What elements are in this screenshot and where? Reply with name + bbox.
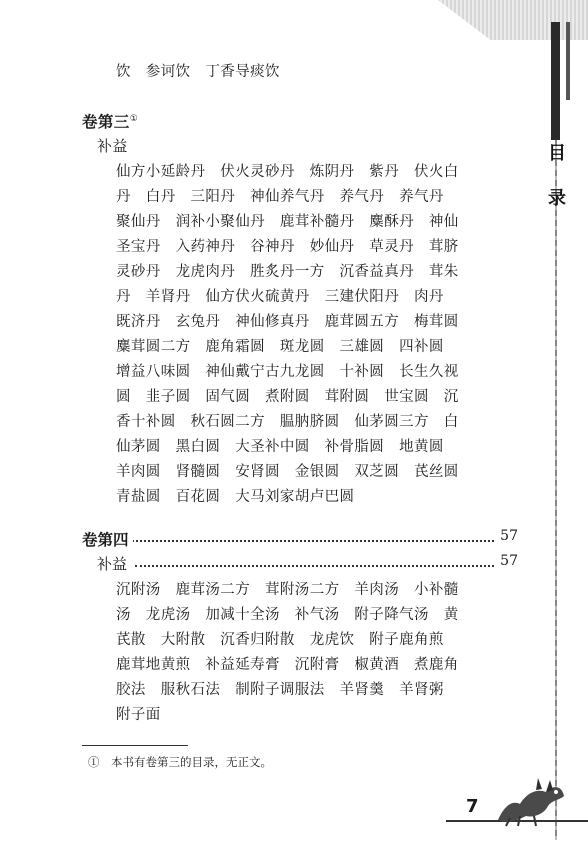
section-title: 补益 — [97, 137, 128, 155]
footnote-mark: ① — [129, 113, 139, 124]
page-number: 7 — [466, 796, 479, 817]
volume-title-text: 卷第三 — [82, 113, 130, 131]
leader-dots — [132, 540, 494, 542]
page-ref: 57 — [496, 553, 518, 569]
footnote-rule — [82, 745, 188, 746]
toc-line: 圆 韭子圆 固气圆 煮附圆 茸附圆 世宝圆 沉 — [116, 389, 459, 405]
toc-line: 饮 参诃饮 丁香导痰饮 — [116, 64, 280, 80]
toc-line: 芪散 大附散 沉香归附散 龙虎饮 附子鹿角煎 — [116, 632, 444, 648]
toc-line: 增益八味圆 神仙戴宁古九龙圆 十补圆 长生久视 — [116, 364, 459, 380]
toc-line: 仙方小延龄丹 伏火灵砂丹 炼阴丹 紫丹 伏火白 — [116, 164, 459, 180]
toc-line: 羊肉圆 肾髓圆 安肾圆 金银圆 双芝圆 芪丝圆 — [116, 464, 459, 480]
side-line-decoration — [555, 140, 557, 840]
leader-dots — [135, 565, 494, 567]
toc-line: 香十补圆 秋石圆二方 腽肭脐圆 仙茅圆三方 白 — [116, 414, 459, 430]
toc-line: 麋茸圆二方 鹿角霜圆 斑龙圆 三雄圆 四补圆 — [116, 339, 444, 355]
toc-line: 胶法 服秋石法 制附子调服法 羊肾羹 羊肾粥 — [116, 682, 444, 698]
toc-line: 鹿茸地黄煎 补益延寿膏 沉附膏 椒黄酒 煮鹿角 — [116, 657, 459, 673]
volume-title-text: 卷第四 — [82, 528, 133, 550]
section-title: 补益 — [97, 553, 131, 574]
dragon-ornament-icon — [490, 770, 570, 828]
toc-line: 附子面 — [116, 707, 161, 723]
toc-entry-section[interactable] — [97, 553, 518, 573]
toc-line: 丹 白丹 三阳丹 神仙养气丹 养气丹 养气丹 — [116, 189, 444, 205]
side-bar-decoration-thin — [566, 22, 570, 100]
toc-line: 丹 羊肾丹 仙方伏火硫黄丹 三建伏阳丹 肉丹 — [116, 289, 444, 305]
side-label-lu: 录 — [548, 188, 566, 209]
toc-line: 仙茅圆 黑白圆 大圣补中圆 补骨脂圆 地黄圆 — [116, 439, 444, 455]
toc-line: 圣宝丹 入药神丹 谷神丹 妙仙丹 草灵丹 茸脐 — [116, 239, 459, 255]
toc-line: 汤 龙虎汤 加减十全汤 补气汤 附子降气汤 黄 — [116, 607, 459, 623]
toc-line: 沉附汤 鹿茸汤二方 茸附汤二方 羊肉汤 小补髓 — [116, 582, 459, 598]
side-label-mu: 目 — [548, 143, 566, 164]
toc-entry-volume4[interactable] — [82, 528, 518, 548]
toc-line: 灵砂丹 龙虎肉丹 胜炙丹一方 沉香益真丹 茸朱 — [116, 264, 459, 280]
footnote: ① 本书有卷第三的目录，无正文。 — [88, 755, 272, 769]
toc-line: 聚仙丹 润补小聚仙丹 鹿茸补髓丹 麋酥丹 神仙 — [116, 214, 459, 230]
toc-line: 既济丹 玄兔丹 神仙修真丹 鹿茸圆五方 梅茸圆 — [116, 314, 459, 330]
page-ref: 57 — [496, 528, 518, 544]
volume-title — [82, 110, 138, 132]
toc-line: 青盐圆 百花圆 大马刘家胡卢巴圆 — [116, 489, 355, 505]
side-bar-decoration — [551, 22, 560, 140]
